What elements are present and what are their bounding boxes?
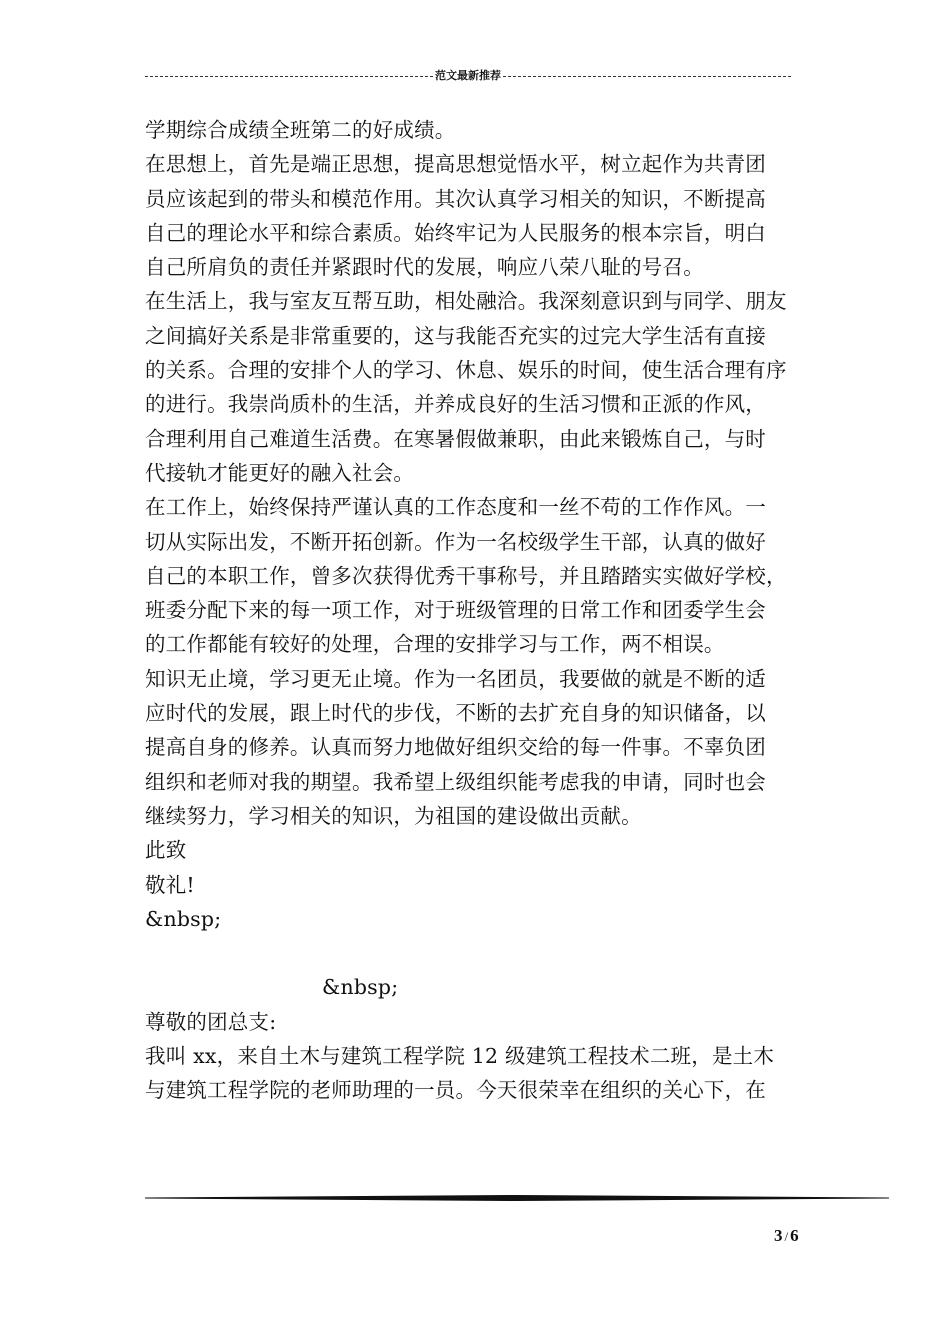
blank-line: [145, 936, 825, 970]
text-line: 知识无止境，学习更无止境。作为一名团员，我要做的就是不断的适: [145, 666, 766, 691]
text-line: 提高自身的修养。认真而努力地做好组织交给的每一件事。不辜负团: [145, 735, 766, 760]
text-line: 的进行。我崇尚质朴的生活，并养成良好的生活习惯和正派的作风，: [145, 392, 766, 417]
document-body: [145, 113, 825, 1108]
text-line: 自己的本职工作，曾多次获得优秀干事称号，并且踏踏实实做好学校，: [145, 563, 787, 588]
text-line: 的关系。合理的安排个人的学习、休息、娱乐的时间，使生活合理有序: [145, 358, 787, 383]
header-title: 范文最新推荐: [435, 69, 501, 82]
text-line: 学期综合成绩全班第二的好成绩。: [145, 118, 456, 142]
current-page: 3: [774, 1226, 783, 1245]
text-line: 组织和老师对我的期望。我希望上级组织能考虑我的申请，同时也会: [145, 769, 766, 794]
text-line: 自己的理论水平和综合素质。始终牢记为人民服务的根本宗旨，明白: [145, 220, 766, 245]
text-line: 之间搞好关系是非常重要的，这与我能否充实的过完大学生活有直接: [145, 323, 766, 348]
total-pages: 6: [790, 1226, 799, 1245]
salutation-line: 敬礼!: [145, 872, 195, 897]
text-line: 代接轨才能更好的融入社会。: [145, 460, 415, 485]
page-header: [145, 66, 791, 86]
page-number: [774, 1226, 799, 1246]
text-line: 班委分配下来的每一项工作，对于班级管理的日常工作和团委学生会: [145, 598, 766, 623]
text-line: 我叫 xx，来自土木与建筑工程学院 12 级建筑工程技术二班，是土木: [145, 1044, 775, 1069]
greeting-line: 尊敬的团总支:: [145, 1009, 277, 1034]
text-line: 继续努力，学习相关的知识，为祖国的建设做出贡献。: [145, 803, 642, 828]
text-line: 在工作上，始终保持严谨认真的工作态度和一丝不苟的工作作风。一: [145, 495, 766, 520]
text-line: 自己所肩负的责任并紧跟时代的发展，响应八荣八耻的号召。: [145, 255, 704, 280]
header-dash-right: [503, 76, 791, 77]
page-separator: /: [784, 1229, 789, 1244]
text-line: 员应该起到的带头和模范作用。其次认真学习相关的知识，不断提高: [145, 186, 766, 211]
header-dash-left: [145, 76, 433, 77]
text-line: 应时代的发展，跟上时代的步伐，不断的去扩充自身的知识储备，以: [145, 701, 766, 726]
text-line: 与建筑工程学院的老师助理的一员。今天很荣幸在组织的关心下，在: [145, 1078, 766, 1103]
placeholder-line: &nbsp;: [145, 906, 222, 931]
closing-line: 此致: [145, 838, 187, 863]
placeholder-line-indented: &nbsp;: [322, 975, 399, 1000]
text-line: 在生活上，我与室友互帮互助，相处融洽。我深刻意识到与同学、朋友: [145, 289, 787, 314]
text-line: 切从实际出发，不断开拓创新。作为一名校级学生干部，认真的做好: [145, 529, 766, 554]
text-line: 合理利用自己难道生活费。在寒暑假做兼职，由此来锻炼自己，与时: [145, 426, 766, 451]
footer-rule: [145, 1195, 889, 1201]
text-line: 在思想上，首先是端正思想，提高思想觉悟水平，树立起作为共青团: [145, 152, 766, 177]
text-line: 的工作都能有较好的处理，合理的安排学习与工作，两不相误。: [145, 632, 725, 657]
